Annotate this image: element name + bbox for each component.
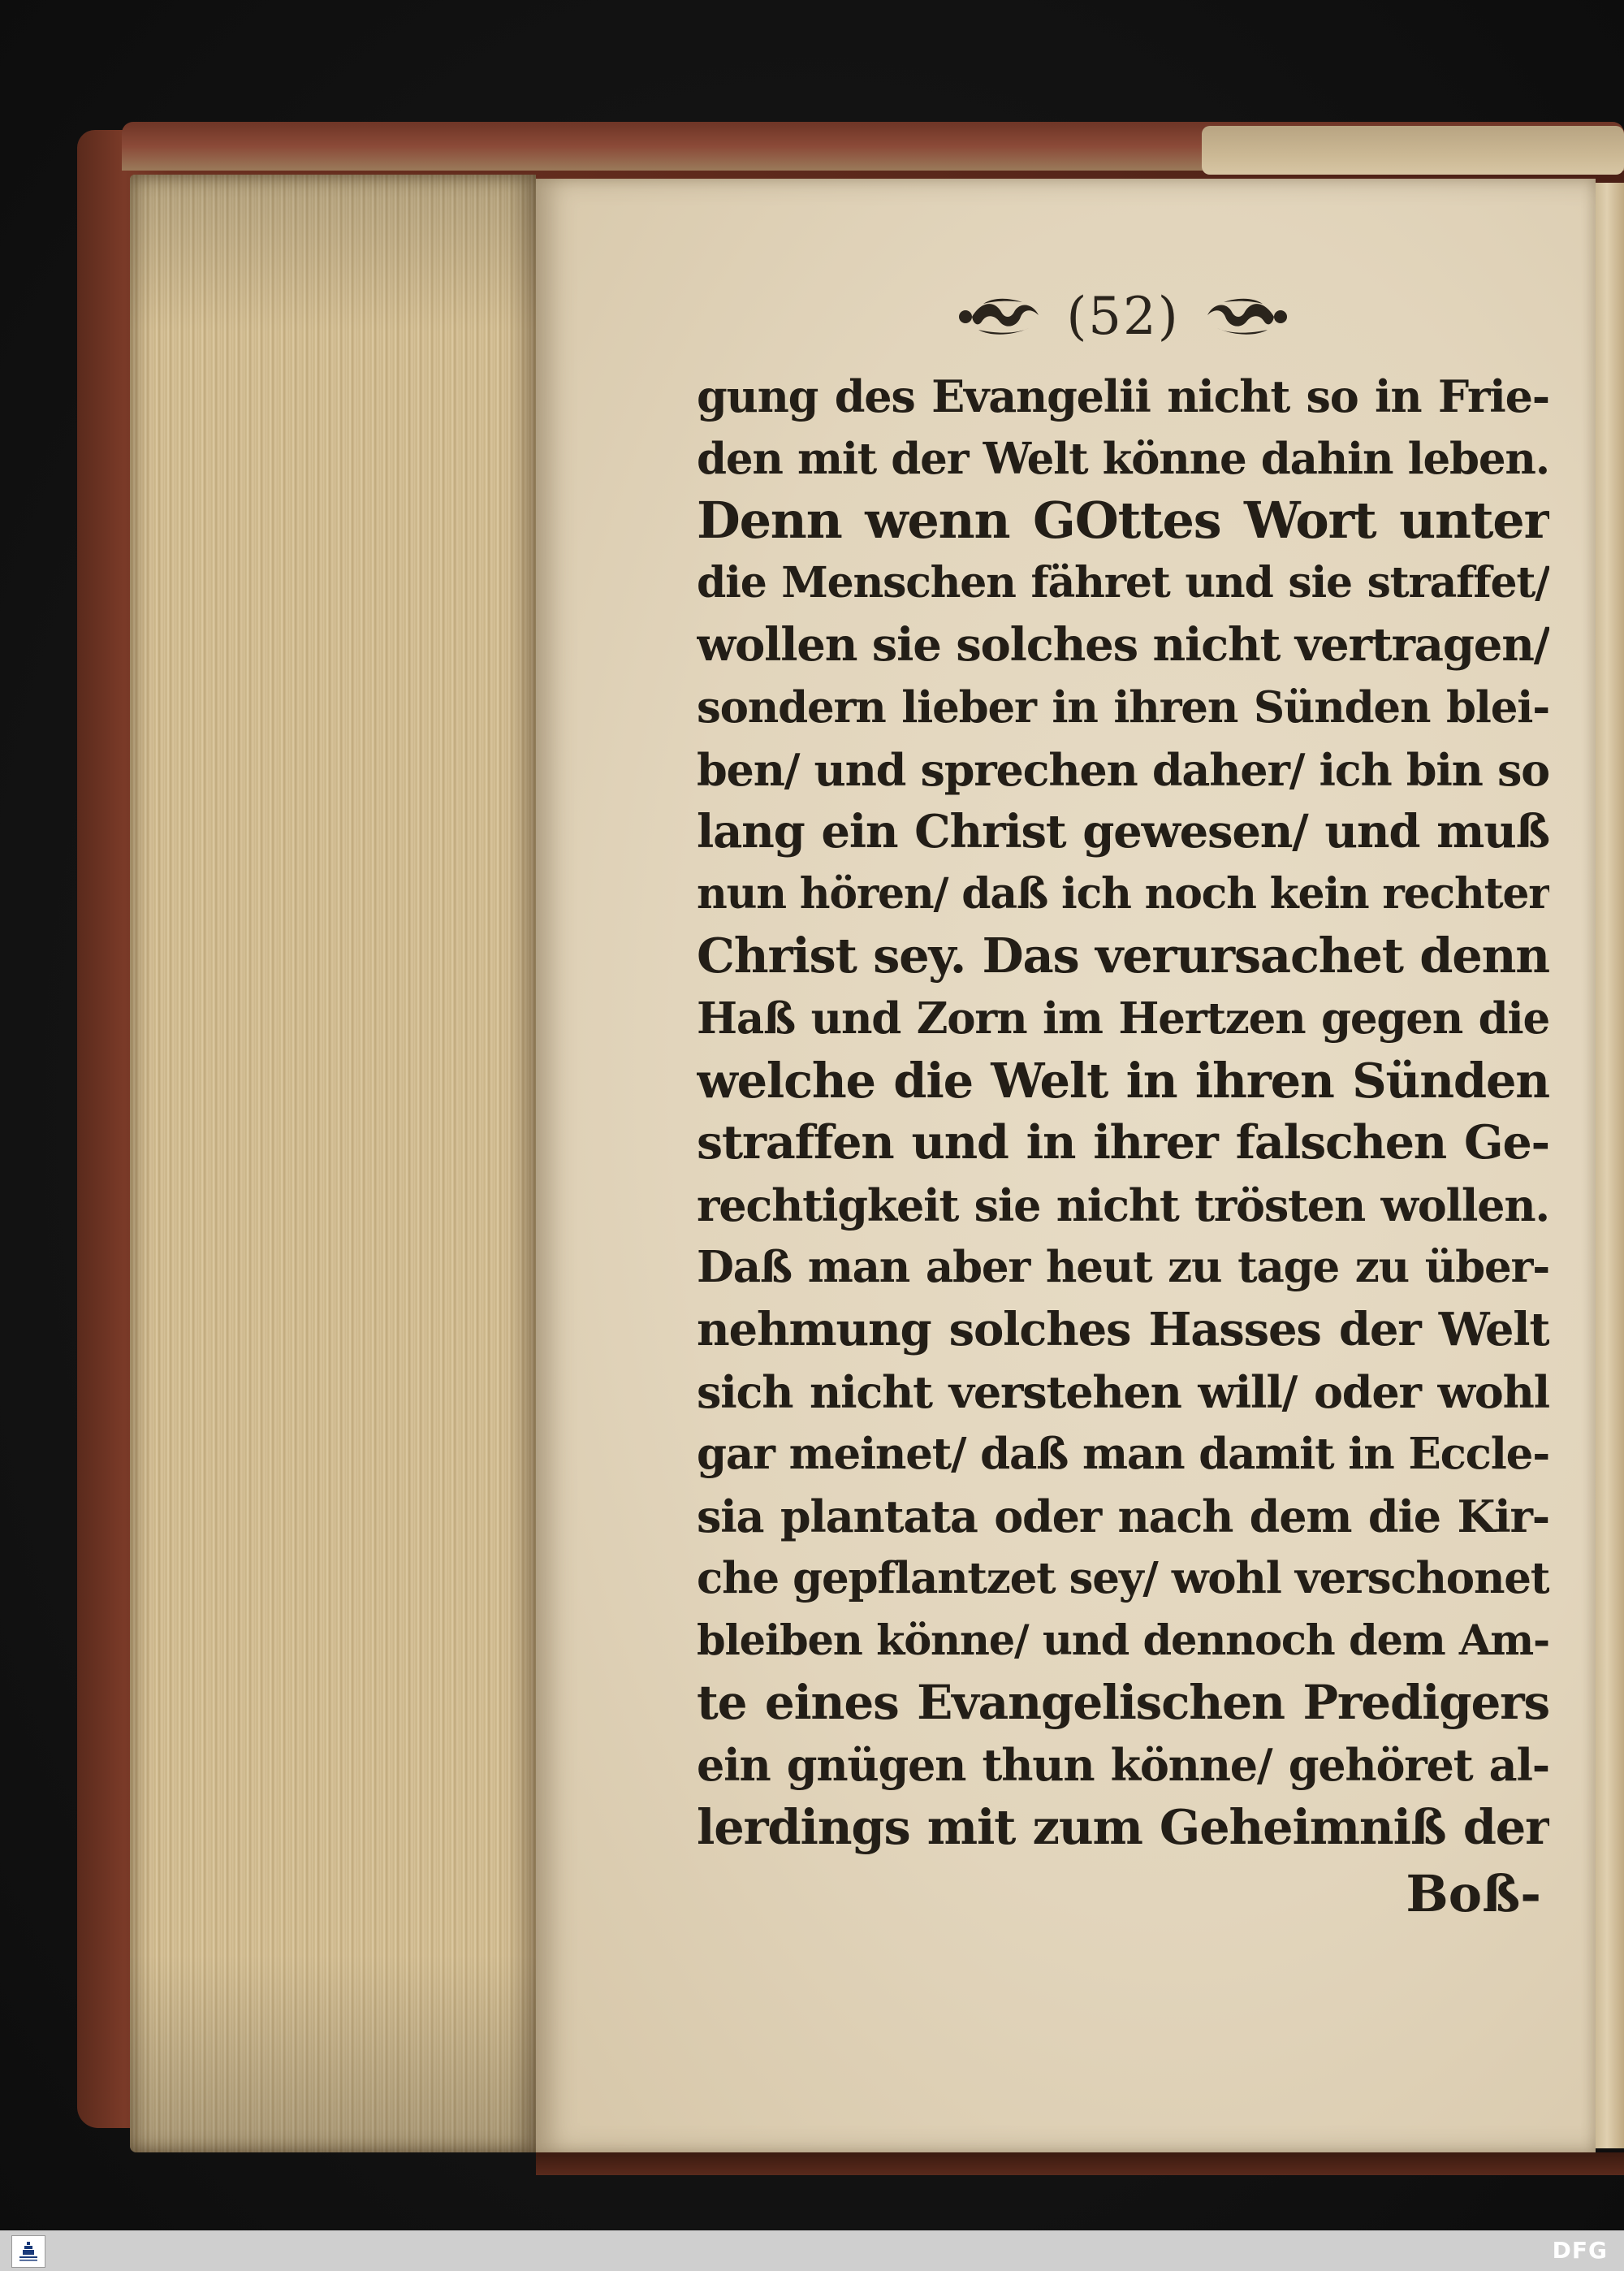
text-line: lerdings mit zum Geheimniß der bbox=[697, 1798, 1549, 1855]
text-line: Haß und Zorn im Hertzen gegen die bbox=[697, 993, 1549, 1044]
text-line: sich nicht verstehen will/ oder wohl bbox=[697, 1365, 1549, 1418]
text-line: straffen und in ihrer falschen Ge- bbox=[697, 1115, 1549, 1170]
page-edges-shade bbox=[130, 175, 536, 2152]
text-line: lang ein Christ gewesen/ und muß bbox=[697, 805, 1549, 859]
dfg-logo: DFG bbox=[1552, 2237, 1608, 2264]
ornament-left-icon bbox=[954, 294, 1043, 340]
text-line: wollen sie solches nicht vertragen/ bbox=[697, 618, 1549, 673]
text-line: nun hören/ daß ich noch kein rechter bbox=[697, 868, 1549, 919]
text-line: ben/ und sprechen daher/ ich bin so bbox=[697, 743, 1549, 796]
text-line: welche die Welt in ihren Sünden bbox=[697, 1052, 1549, 1109]
text-line: sia plantata oder nach dem die Kir- bbox=[697, 1490, 1549, 1542]
page-right-edge bbox=[1596, 183, 1624, 2148]
cover-top-worn-edge bbox=[1202, 126, 1624, 175]
text-line: Denn wenn GOttes Wort unter bbox=[697, 491, 1549, 551]
cover-bottom-edge bbox=[536, 2152, 1624, 2175]
text-line: den mit der Welt könne dahin leben. bbox=[697, 433, 1549, 484]
text-line: rechtigkeit sie nicht trösten wollen. bbox=[697, 1179, 1549, 1231]
text-line: te eines Evangelischen Predigers bbox=[697, 1675, 1549, 1731]
body-text bbox=[697, 366, 1549, 1858]
text-line: sondern lieber in ihren Sünden blei- bbox=[697, 681, 1549, 733]
text-line: ein gnügen thun könne/ gehöret al- bbox=[697, 1739, 1549, 1792]
library-logo-icon bbox=[11, 2235, 45, 2268]
page-number: (52) bbox=[1066, 287, 1180, 347]
text-line: Christ sey. Das verursachet denn bbox=[697, 928, 1549, 984]
text-line: bleiben könne/ und dennoch dem Am- bbox=[697, 1616, 1549, 1665]
page-header bbox=[697, 280, 1549, 353]
text-line: nehmung solches Hasses der Welt bbox=[697, 1302, 1549, 1356]
catchword: Boß- bbox=[1406, 1864, 1541, 1923]
text-line: gung des Evangelii nicht so in Frie- bbox=[697, 370, 1549, 422]
text-line: Daß man aber heut zu tage zu über- bbox=[697, 1242, 1549, 1293]
viewer-footer bbox=[0, 2230, 1624, 2271]
text-line: gar meinet/ daß man damit in Eccle- bbox=[697, 1429, 1549, 1480]
ornament-right-icon bbox=[1203, 294, 1292, 340]
text-line: die Menschen fähret und sie straffet/ bbox=[697, 557, 1549, 608]
text-line: che gepflantzet sey/ wohl verschonet bbox=[697, 1553, 1549, 1604]
